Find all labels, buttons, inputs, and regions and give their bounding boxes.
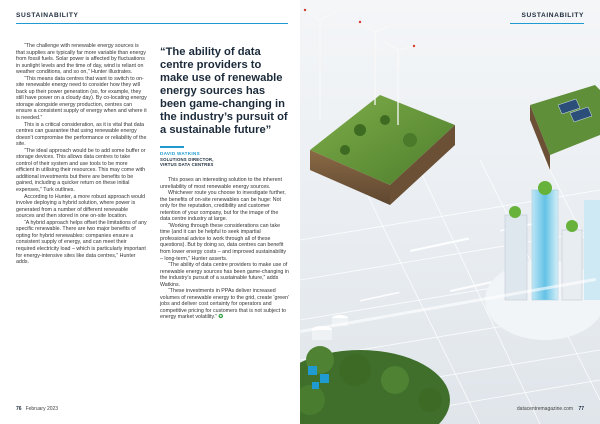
article-column-2: [160, 177, 290, 321]
footer-right: [517, 406, 584, 412]
article-end-icon: ✪: [218, 314, 223, 321]
paragraph: “The ideal approach would be to add some buffer or storage devices. This allows data centres to take control of their system and use tools to be more efficient in utilising their resources. This may come with additional investments but there are benefits to be gained, including a quicker return on these initial expenses,” Turk outlines.: [16, 147, 146, 194]
magazine-site: datacentremagazine.com: [516, 406, 574, 412]
header-rule-right: [510, 23, 584, 24]
paragraph: According to Hunter, a more robust approach would involve deploying a hybrid solution, where power is generated from a number of different renewable sources and then stored in one on-site location.: [16, 193, 146, 220]
footer-left: [16, 406, 58, 412]
article-column-1: [16, 43, 147, 266]
right-page: [300, 0, 600, 424]
grass-block: [310, 95, 455, 205]
paragraph: This poses an interesting solution to the inherent unreliability of most renewable energy sources.: [160, 177, 282, 190]
section-tag-left: SUSTAINABILITY: [16, 12, 79, 19]
paragraph: This is a critical consideration, as it is vital that data centres can guarantee that using renewable energy doesn’t compromise the performance or reliability of the site.: [16, 121, 147, 148]
pull-quote: “The ability of data centre providers to make use of renewable energy sources has been game-changing in the industry’s pursuit of a sustainable future”: [160, 46, 288, 136]
pull-quote-company: VIRTUS DATA CENTRES: [160, 162, 214, 167]
illustration-renewable-city: [300, 0, 600, 424]
wind-turbines: [305, 10, 414, 125]
issue-date: February 2023: [25, 406, 59, 412]
paragraph: “A hybrid approach helps offset the limitations of any specific renewable. There are two major benefits of opting for hybrid renewables: companies ensure a consistent supply of energy, and can meet their required electricity load – which is particularly important for energy-intensive sites like data centres,” Hunter adds.: [16, 219, 147, 266]
paragraph: Whichever route you choose to investigate further, the benefits of on-site renewables can be huge: Not only for the reputation, credibility and customer retention of your company, but for the image of the data centre industry at large.: [160, 190, 286, 223]
page-number-left: 76: [16, 406, 22, 412]
forest: [300, 346, 450, 424]
header-rule-left: [16, 23, 288, 24]
pull-quote-name: DAVID WATKINS: [160, 151, 200, 156]
paragraph: “Working through these considerations can take time (and it can be helpful to seek impartial professional advice to work through all of these questions). But by doing so, data centres can benefit from lower energy costs – and improved sustainability – long-term,” Hunter asserts.: [160, 222, 287, 262]
paragraph-text: “These investments in PPAs deliver increased volumes of renewable energy to the grid, create ‘green’ jobs and deliver cost certainty for operators and competitive pricing for customers that is not subject to energy market volatility.”: [160, 288, 290, 321]
section-tag-right: SUSTAINABILITY: [521, 12, 584, 19]
solar-island: [530, 85, 600, 170]
page-number-right: 77: [578, 406, 584, 412]
pull-quote-role: SOLUTIONS DIRECTOR,: [160, 157, 214, 162]
pull-quote-divider: [160, 146, 184, 148]
paragraph: “The challenge with renewable energy sources is that supplies are typically far more variable than energy from fossil fuels. Solar power is affected by fluctuations in sunlight levels and the time of day, wind is reliant on weather conditions, and so on,” Hunter illustrates.: [16, 43, 146, 76]
paragraph: “The ability of data centre providers to make use of renewable energy sources has been game-changing in the industry’s pursuit of a sustainable future,” adds Watkins.: [160, 262, 289, 288]
paragraph: “This means data centres that want to switch to on-site renewable energy need to consider how they will back up their power generation (so, for example, they still have power on a cloudy day). By co-locating energy storage alongside energy production, centres can ensure a consistent supply of energy when and where it is needed.”: [16, 75, 147, 122]
paragraph: [160, 288, 290, 321]
